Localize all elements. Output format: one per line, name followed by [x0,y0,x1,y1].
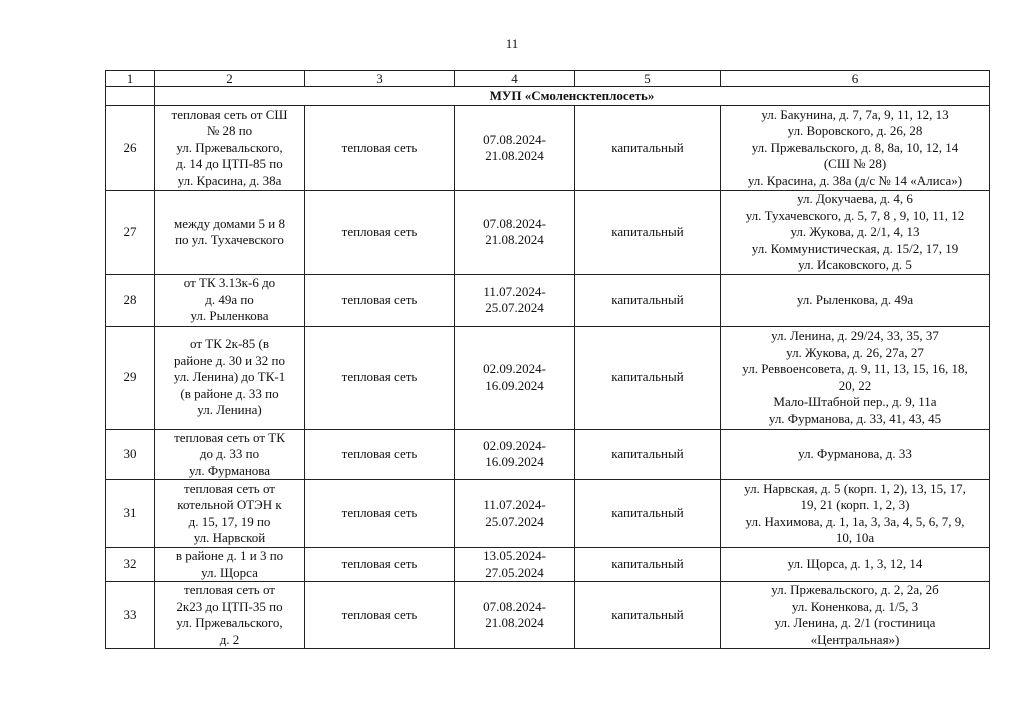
addresses-cell-line: ул. Докучаева, д. 4, 6 [797,191,913,206]
row-number: 28 [106,274,155,326]
dates-cell [455,191,575,275]
repair-type-cell-line: капитальный [611,446,684,461]
location-cell-line: по ул. Тухачевского [175,232,284,248]
location-cell-line: д. 2 [219,631,240,647]
object-type-cell [305,191,455,275]
object-type-cell [305,106,455,191]
addresses-cell-line: ул. Красина, д. 38а (д/с № 14 «Алиса») [747,172,963,188]
addresses-cell-line: ул. Коненкова, д. 1/5, 3 [791,598,919,614]
location-cell-line: д. 49а по [205,291,254,307]
repair-type-cell [575,326,721,429]
location-cell-line: ул. Ленина) [197,402,262,418]
repair-type-cell-line: капитальный [611,139,684,155]
object-type-cell-line: тепловая сеть [341,224,418,239]
row-number: 26 [106,106,155,191]
dates-cell-line: 13.05.2024- [483,548,546,563]
dates-cell-line: 25.07.2024 [485,300,544,315]
location-cell [155,480,305,548]
dates-cell-line: 16.09.2024 [485,454,544,470]
repair-type-cell [575,480,721,548]
addresses-cell-line: ул. Фурманова, д. 33, 41, 43, 45 [768,410,942,426]
object-type-cell [305,429,455,480]
location-cell-line: ул. Фурманова [188,462,271,478]
addresses-cell-line: ул. Фурманова, д. 33 [798,446,912,461]
table-row [106,106,990,191]
column-header-row [106,71,990,87]
location-cell [155,548,305,582]
location-cell-line: 2к23 до ЦТП-35 по [176,598,283,614]
dates-cell [455,274,575,326]
location-cell-line: между домами 5 и 8 [173,215,285,231]
dates-cell-line: 21.08.2024 [485,615,544,630]
addresses-cell [721,274,990,326]
addresses-cell-line: ул. Жукова, д. 26, 27а, 27 [786,344,924,360]
addresses-cell-line: ул. Пржевальского, д. 2, 2а, 2б [771,582,939,597]
addresses-cell-line: Мало-Штабной пер., д. 9, 11а [773,394,937,409]
addresses-cell-line: ул. Жукова, д. 2/1, 4, 13 [790,224,920,239]
object-type-cell [305,548,455,582]
addresses-cell [721,480,990,548]
dates-cell-line: 21.08.2024 [485,148,544,163]
object-type-cell-line: тепловая сеть [341,291,418,307]
location-cell-line: ул. Рыленкова [190,308,269,324]
repair-type-cell [575,429,721,480]
row-number: 30 [106,429,155,480]
table-row [106,274,990,326]
addresses-cell-line: ул. Рыленкова, д. 49а [796,291,914,307]
location-cell-line: ул. Пржевальского, [176,615,283,630]
dates-cell-line: 21.08.2024 [485,232,544,248]
location-cell-line: от ТК 3.13к-6 до [183,275,276,291]
location-cell-line: ул. Ленина) до ТК-1 [173,369,286,385]
location-cell [155,429,305,480]
object-type-cell-line: тепловая сеть [341,139,418,155]
object-type-cell [305,582,455,649]
object-type-cell [305,326,455,429]
repair-type-cell-line: капитальный [611,224,684,239]
repair-type-cell [575,582,721,649]
addresses-cell-line: 10, 10а [835,530,875,545]
addresses-cell [721,429,990,480]
dates-cell [455,326,575,429]
dates-cell-line: 11.07.2024- [483,283,546,299]
row-number: 31 [106,480,155,548]
dates-cell-line: 27.05.2024 [485,564,544,580]
column-header-4: 4 [455,71,575,87]
object-type-cell-line: тепловая сеть [341,505,418,521]
column-header-5: 5 [575,71,721,87]
dates-cell-line: 07.08.2024- [483,215,546,231]
table-row [106,326,990,429]
repair-type-cell [575,274,721,326]
location-cell [155,191,305,275]
location-cell-line: до д. 33 по [199,446,260,461]
addresses-cell-line: ул. Нахимова, д. 1, 1а, 3, 3а, 4, 5, 6, 7, 9, [745,513,965,529]
dates-cell [455,480,575,548]
object-type-cell-line: тепловая сеть [341,606,418,622]
page-number: 11 [505,36,519,51]
dates-cell [455,582,575,649]
column-header-2: 2 [155,71,305,87]
repair-type-cell [575,106,721,191]
location-cell-line: ул. Красина, д. 38а [177,172,282,188]
addresses-cell [721,582,990,649]
organization-row [106,87,990,106]
column-header-6: 6 [721,71,990,87]
dates-cell [455,106,575,191]
location-cell-line: ул. Пржевальского, [176,139,283,155]
location-cell-line: тепловая сеть от СШ [171,106,288,122]
organization-spacer [106,87,155,106]
object-type-cell [305,274,455,326]
table-row [106,582,990,649]
row-number: 29 [106,326,155,429]
column-header-3: 3 [305,71,455,87]
dates-cell [455,548,575,582]
addresses-cell-line: (СШ № 28) [823,156,887,172]
location-cell-line: в районе д. 1 и 3 по [175,548,284,563]
organization-name: МУП «Смоленсктеплосеть» [155,87,990,106]
dates-cell-line: 02.09.2024- [483,361,546,376]
addresses-cell [721,191,990,275]
row-number: 32 [106,548,155,582]
addresses-cell-line: ул. Ленина, д. 29/24, 33, 35, 37 [771,328,939,343]
location-cell-line: от ТК 2к-85 (в [190,336,269,352]
addresses-cell-line: ул. Ленина, д. 2/1 (гостиница [774,615,936,630]
location-cell-line: районе д. 30 и 32 по [174,352,285,368]
addresses-cell-line: ул. Реввоенсовета, д. 9, 11, 13, 15, 16, 18, [742,361,968,376]
table-row [106,548,990,582]
addresses-cell-line: ул. Бакунина, д. 7, 7а, 9, 11, 12, 13 [761,106,949,122]
addresses-cell-line: «Центральная») [810,631,900,647]
object-type-cell-line: тепловая сеть [341,369,418,385]
addresses-cell-line: ул. Коммунистическая, д. 15/2, 17, 19 [751,240,959,256]
dates-cell [455,429,575,480]
location-cell-line: тепловая сеть от [184,582,275,597]
repair-type-cell-line: капитальный [611,556,684,572]
addresses-cell-line: ул. Щорса, д. 1, 3, 12, 14 [787,556,923,572]
object-type-cell-line: тепловая сеть [341,446,418,461]
column-header-1: 1 [106,71,155,87]
object-type-cell-line: тепловая сеть [341,556,418,572]
repair-type-cell-line: капитальный [611,505,684,521]
dates-cell-line: 16.09.2024 [485,377,544,393]
addresses-cell-line: ул. Пржевальского, д. 8, 8а, 10, 12, 14 [751,139,959,155]
addresses-cell-line: ул. Исаковского, д. 5 [798,257,912,272]
addresses-cell-line: ул. Тухачевского, д. 5, 7, 8 , 9, 10, 11, 12 [745,207,965,223]
addresses-cell [721,326,990,429]
addresses-cell-line: ул. Воровского, д. 26, 28 [787,123,923,139]
location-cell-line: тепловая сеть от ТК [174,429,285,445]
location-cell-line: № 28 по [206,123,253,139]
location-cell [155,582,305,649]
addresses-cell-line: ул. Нарвская, д. 5 (корп. 1, 2), 13, 15, 17, [744,480,966,496]
location-cell-line: ул. Нарвской [193,530,266,545]
row-number: 27 [106,191,155,275]
repair-type-cell-line: капитальный [611,291,684,307]
table-row [106,429,990,480]
location-cell-line: (в районе д. 33 по [180,385,279,401]
repair-schedule-table [105,70,990,649]
addresses-cell-line: 20, 22 [838,377,872,393]
repair-type-cell-line: капитальный [611,606,684,622]
row-number: 33 [106,582,155,649]
addresses-cell [721,548,990,582]
dates-cell-line: 02.09.2024- [483,437,546,453]
addresses-cell [721,106,990,191]
location-cell-line: тепловая сеть от [184,480,275,496]
repair-type-cell-line: капитальный [611,369,684,385]
location-cell-line: котельной ОТЭН к [177,497,282,512]
repair-type-cell [575,191,721,275]
location-cell [155,326,305,429]
location-cell-line: д. 15, 17, 19 по [188,513,271,529]
addresses-cell-line: 19, 21 (корп. 1, 2, 3) [800,497,910,512]
table-body [106,71,990,649]
dates-cell-line: 07.08.2024- [483,598,546,614]
table-row [106,480,990,548]
object-type-cell [305,480,455,548]
location-cell-line: д. 14 до ЦТП-85 по [176,156,283,172]
location-cell [155,106,305,191]
repair-type-cell [575,548,721,582]
table-row [106,191,990,275]
location-cell [155,274,305,326]
dates-cell-line: 11.07.2024- [483,497,546,512]
location-cell-line: ул. Щорса [201,564,258,580]
dates-cell-line: 25.07.2024 [485,513,544,529]
dates-cell-line: 07.08.2024- [483,131,546,147]
